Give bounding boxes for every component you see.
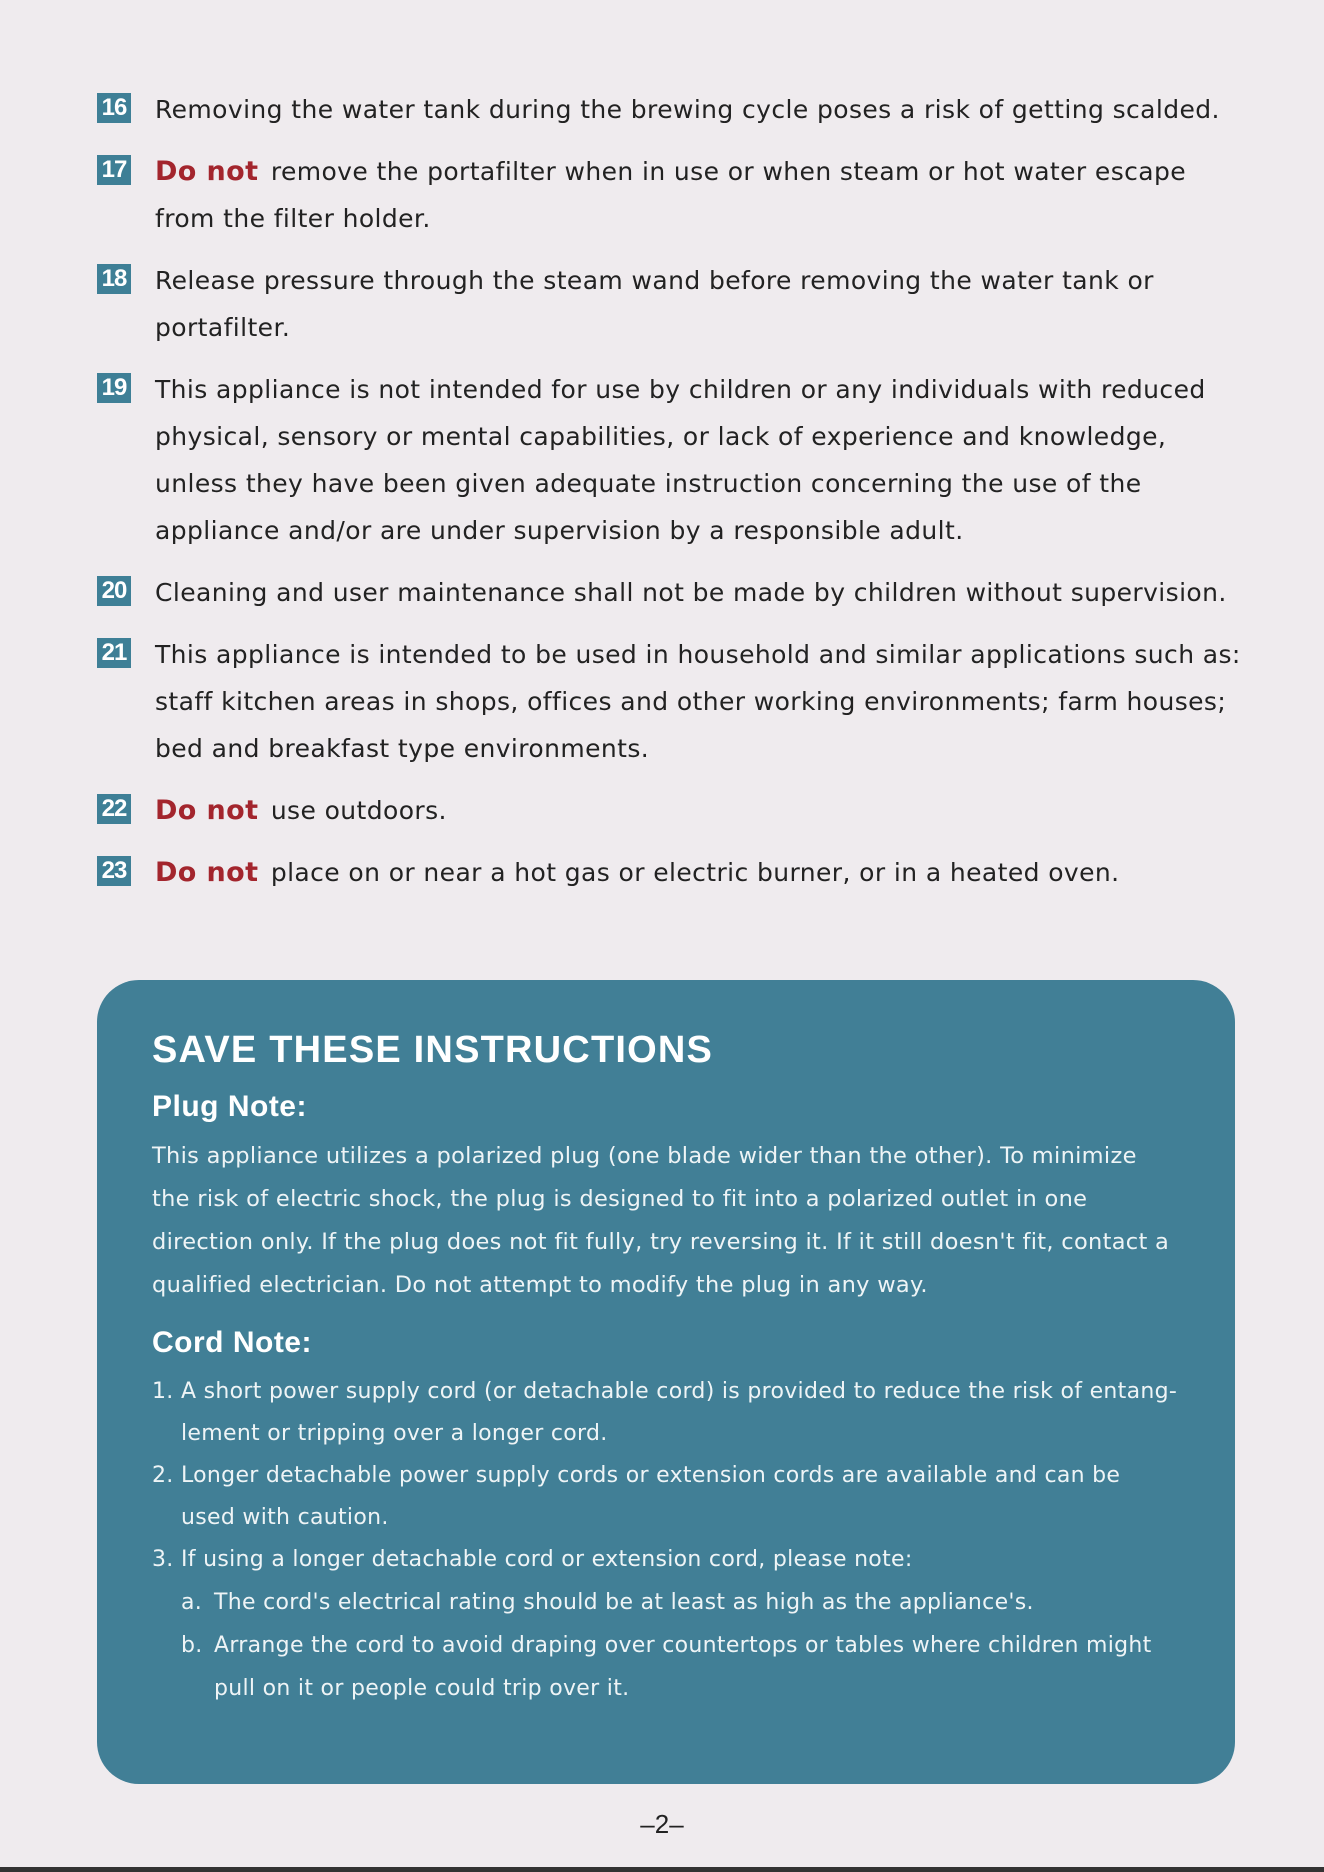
safety-instructions-list [97,86,1247,911]
page-number: –2– [640,1809,684,1839]
cord-note-list [152,1371,1179,1710]
list-item [152,1371,1179,1455]
cord-note-heading: Cord Note: [152,1326,312,1359]
item-text: Removing the water tank during the brewing cycle poses a risk of getting scalded. [155,95,1220,124]
plug-note-heading: Plug Note: [152,1090,307,1123]
do-not-warning: Do not [155,156,259,187]
note-number: 3. [152,1547,174,1572]
subnote-text: Arrange the cord to avoid draping over countertops or tables where children might pull on it or people could trip over it. [214,1633,1152,1701]
item-number-badge: 22 [97,794,131,824]
list-item [181,1581,1179,1624]
item-text: Do not use outdoors. [155,795,447,826]
item-text: Release pressure through the steam wand before removing the water tank or portafilter. [155,266,1154,342]
list-item [97,148,1247,242]
item-text: Do not place on or near a hot gas or electric burner, or in a heated oven. [155,857,1120,888]
list-item [97,257,1247,351]
list-item [181,1624,1179,1710]
item-number-badge: 19 [97,373,131,403]
list-item [97,86,1247,133]
note-number: 2. [152,1463,174,1488]
note-text: A short power supply cord (or detachable cord) is provided to reduce the risk of entang-lement or tripping over a longer cord. [181,1379,1178,1446]
item-text: This appliance is not intended for use by children or any individuals with reduced physical, sensory or mental capabilities, or lack of experience and knowledge, unless they have been given adequate instruction concerning the use of the appliance and/or are under supervision by a responsible adult. [155,375,1206,545]
list-item [97,631,1247,772]
note-number: 1. [152,1379,174,1404]
save-instructions-box [97,980,1235,1784]
list-item [152,1539,1179,1581]
note-text: If using a longer detachable cord or extension cord, please note: [181,1547,913,1572]
item-text: This appliance is intended to be used in household and similar applications such as: staff kitchen areas in shops, offices and other working environments; farm houses; bed and breakfast type environments. [155,640,1241,763]
list-item [97,569,1247,616]
item-number-badge: 23 [97,856,131,886]
plug-note-text: This appliance utilizes a polarized plug (one blade wider than the other). To minimize the risk of electric shock, the plug is designed to fit into a polarized outlet in one direction only. If the plug does not fit fully, try reversing it. If it still doesn't fit, contact a qualified electrician. Do not attempt to modify the plug in any way. [152,1143,1170,1298]
bottom-divider [0,1867,1324,1872]
item-number-badge: 18 [97,264,131,294]
item-number-badge: 17 [97,155,131,185]
subnote-text: The cord's electrical rating should be at least as high as the appliance's. [214,1590,1034,1615]
list-item [97,787,1247,834]
subnote-letter: a. [181,1590,203,1615]
subnote-letter: b. [181,1633,203,1658]
item-number-badge: 21 [97,638,131,668]
list-item [97,366,1247,554]
item-number-badge: 16 [97,93,131,123]
note-text: Longer detachable power supply cords or extension cords are available and can be used with caution. [181,1463,1121,1530]
item-text: Cleaning and user maintenance shall not be made by children without supervision. [155,578,1227,607]
do-not-warning: Do not [155,795,259,826]
box-title: SAVE THESE INSTRUCTIONS [152,1029,714,1071]
item-number-badge: 20 [97,576,131,606]
list-item [152,1455,1179,1539]
list-item [97,849,1247,896]
item-text: Do not remove the portafilter when in use or when steam or hot water escape from the filter holder. [155,156,1187,233]
do-not-warning: Do not [155,857,259,888]
